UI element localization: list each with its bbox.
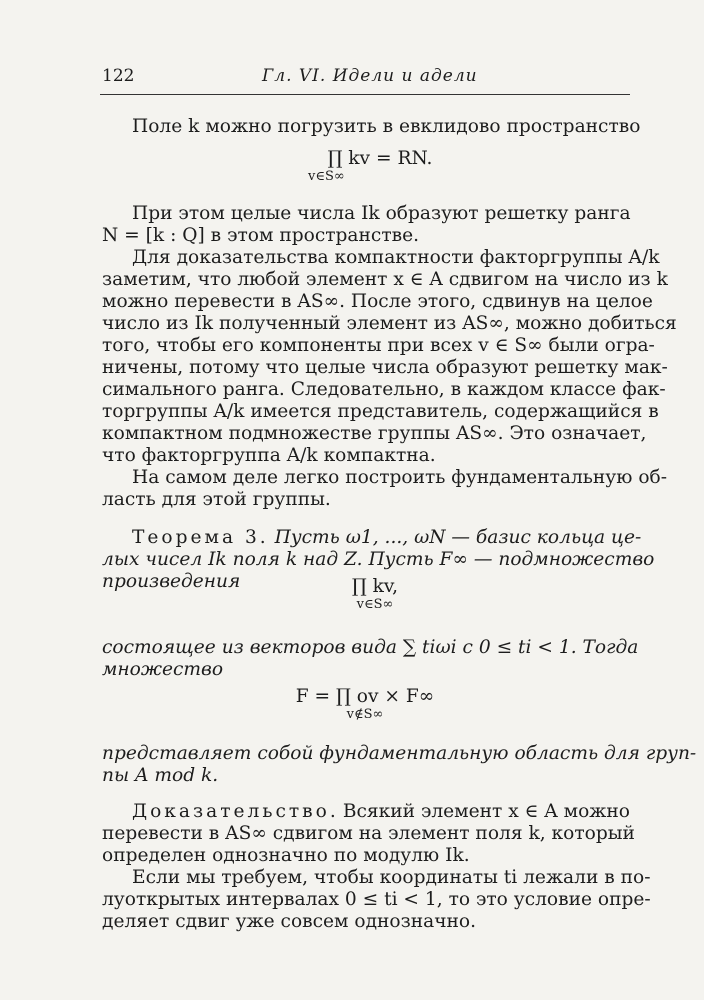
formula-subscript: v∈S∞ [308,169,345,184]
text-line: На самом деле легко построить фундаментальную об- [132,467,667,488]
text-line: При этом целые числа Ik образуют решетку ранга [132,203,631,224]
text-line: можно перевести в AS∞. После этого, сдвинув на целое [102,291,653,312]
formula-body: F = ∏ ov × F∞ [295,686,435,707]
theorem-line: множество [102,659,224,680]
formula-body: ∏ kv = RN. [327,148,433,169]
text-line: число из Ik полученный элемент из AS∞, можно добиться [102,313,677,334]
formula-body: ∏ kv, [351,576,399,597]
text-line: Поле k можно погрузить в евклидово пространство [132,116,641,137]
theorem-line: лых чисел Ik поля k над Z. Пусть F∞ — подмножество [102,549,655,570]
theorem-line: состоящее из векторов вида ∑ tiωi с 0 ≤ ti < 1. Тогда [102,637,639,658]
text-line: Для доказательства компактности факторгруппы A/k [132,247,660,268]
proof-label: Доказательство. [132,801,339,822]
text-line: симального ранга. Следовательно, в каждом классе фак- [102,379,666,400]
proof-line: перевести в AS∞ сдвигом на элемент поля k, который [102,823,635,844]
proof-line: луоткрытых интервалах 0 ≤ ti < 1, то это условие опре- [102,889,651,910]
proof-text: Всякий элемент x ∈ A можно [342,801,630,822]
text-line: компактном подмножестве группы AS∞. Это означает, [102,423,647,444]
proof-line [132,801,630,823]
formula-subscript: v∉S∞ [346,707,384,722]
proof-line: определен однозначно по модулю Ik. [102,845,470,866]
header-rule [100,94,630,95]
theorem-text: Пусть ω1, ..., ωN — базис кольца це- [274,527,642,548]
theorem-label: Теорема 3. [132,527,269,548]
text-line: ласть для этой группы. [102,489,331,510]
proof-line: деляет сдвиг уже совсем однозначно. [102,911,477,932]
theorem-line: пы A mod k. [102,765,219,786]
formula-subscript: v∈S∞ [356,597,394,612]
page-number: 122 [102,66,135,86]
text-line: N = [k : Q] в этом пространстве. [102,225,419,246]
theorem-line: произведения [102,571,241,592]
text-line: того, чтобы его компоненты при всех v ∈ S∞ были огра- [102,335,655,356]
theorem-line: представляет собой фундаментальную область для груп- [102,743,697,764]
text-line: что факторгруппа A/k компактна. [102,445,436,466]
formula-fundamental-domain [280,686,450,722]
theorem-line [132,527,642,549]
text-line: заметим, что любой элемент x ∈ A сдвигом на число из k [102,269,668,290]
formula-product-kv-2 [320,576,430,612]
text-line: торгруппы A/k имеется представитель, содержащийся в [102,401,659,422]
formula-product-kv [300,148,460,184]
proof-line: Если мы требуем, чтобы координаты ti лежали в по- [132,867,651,888]
running-header [102,66,630,90]
text-line: ничены, потому что целые числа образуют решетку мак- [102,357,668,378]
chapter-title: Гл. VI. Идели и адели [262,66,478,86]
